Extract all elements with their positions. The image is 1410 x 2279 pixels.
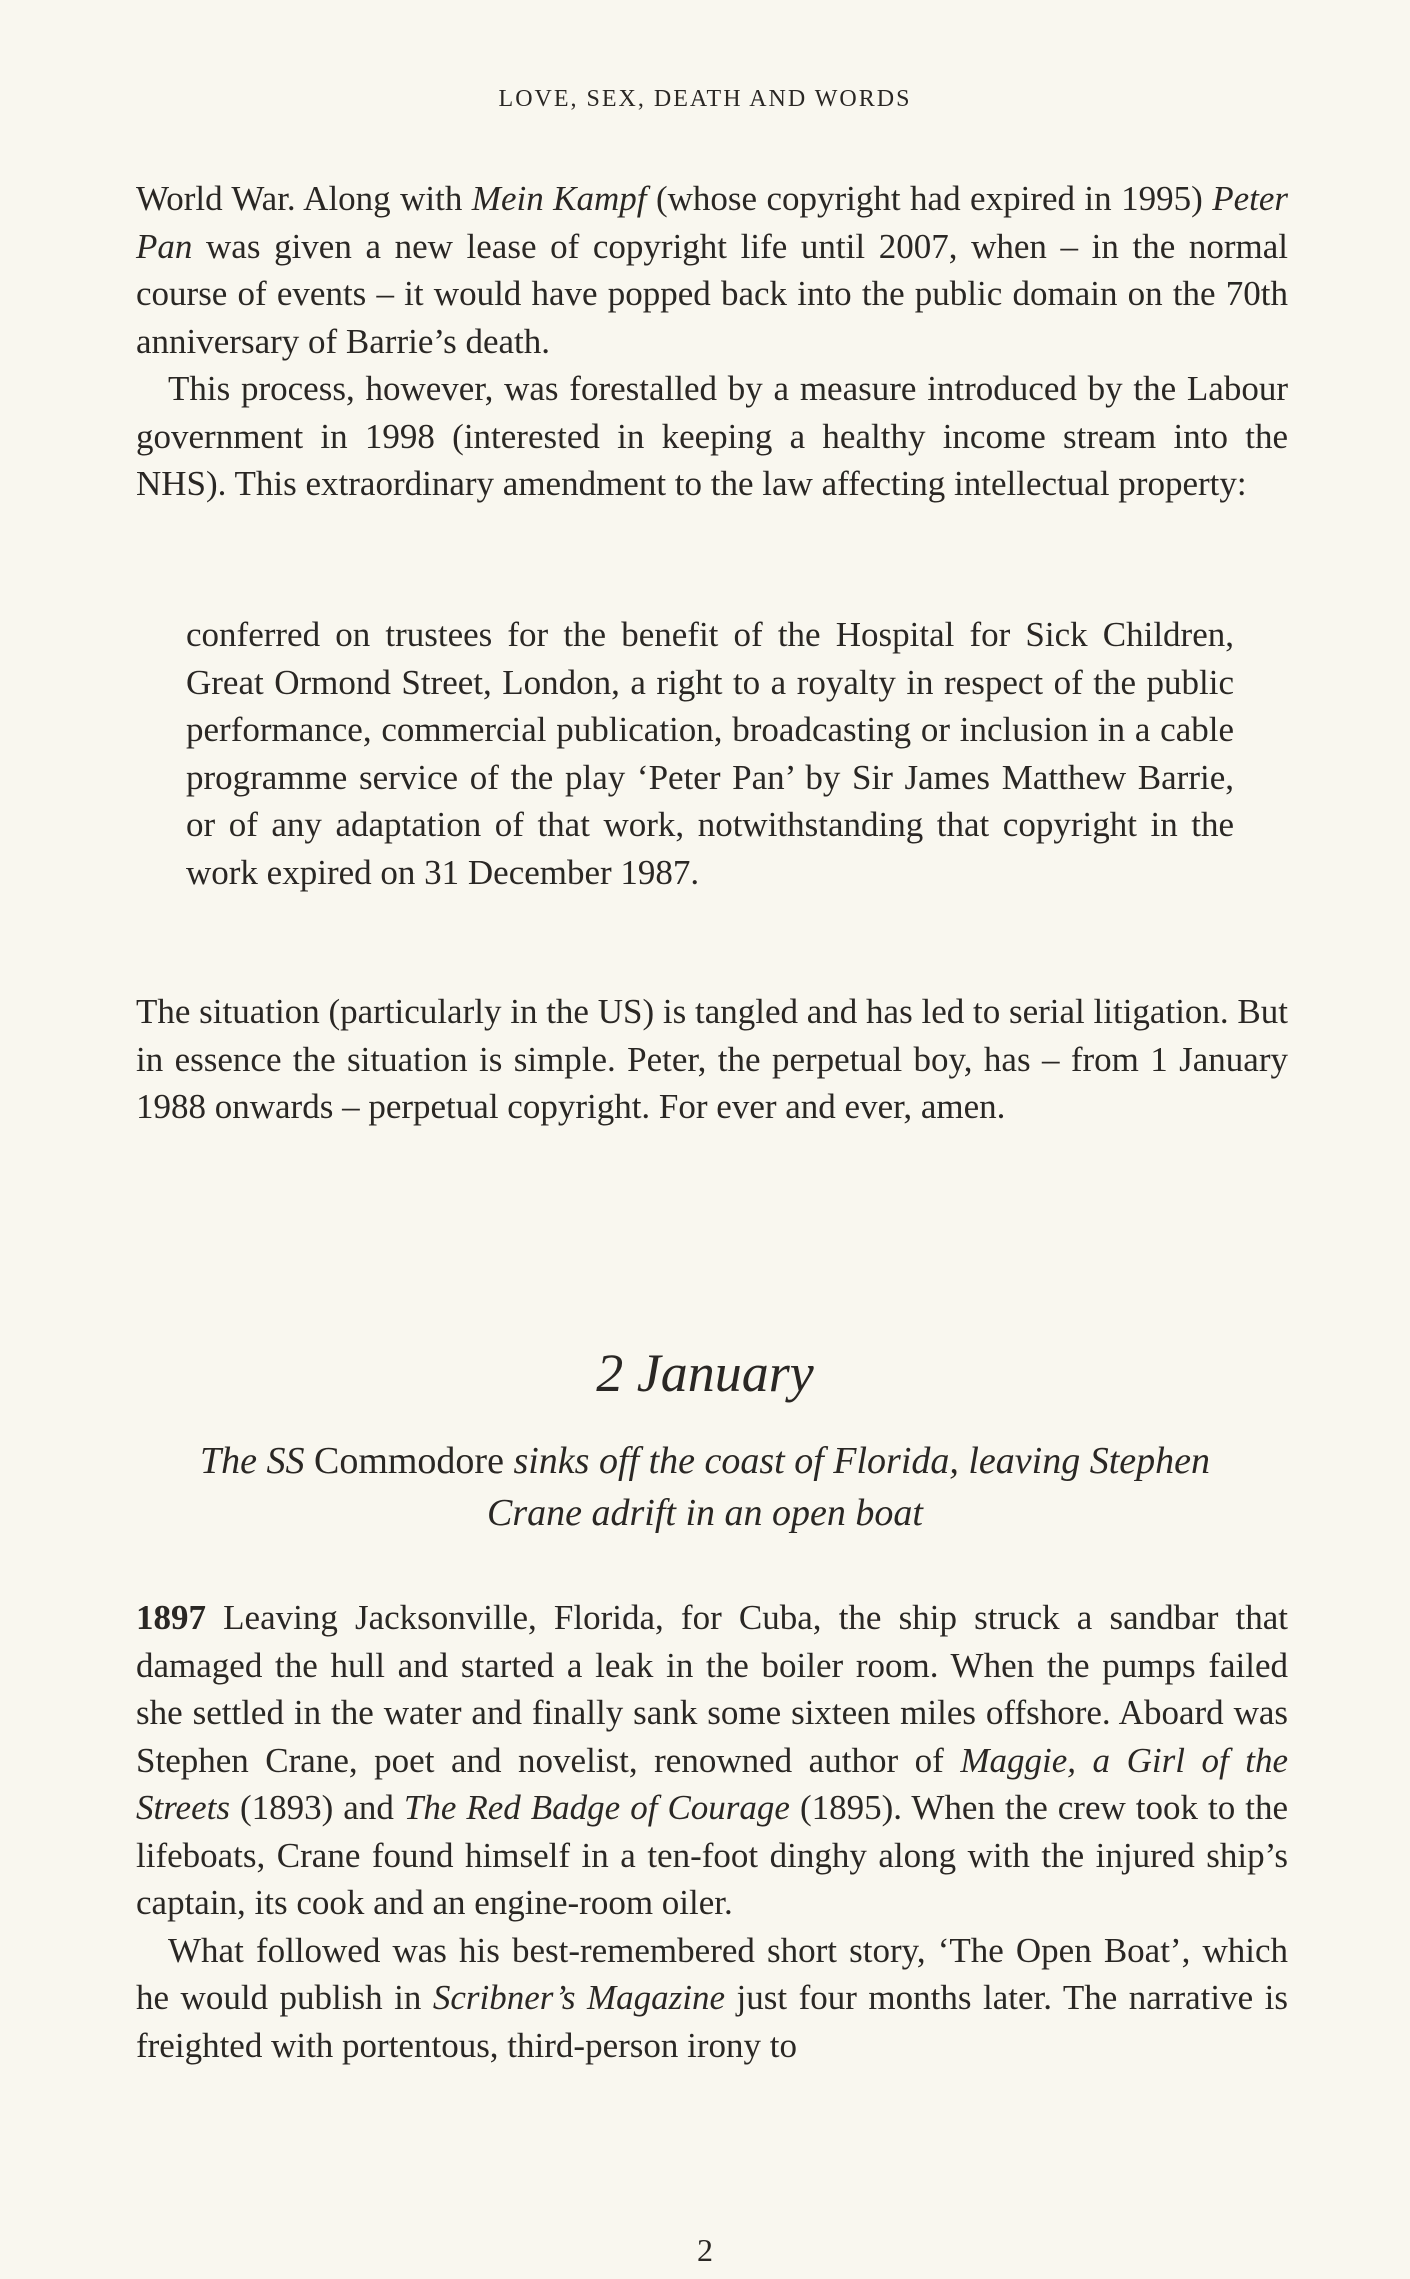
text-block-middle [136, 988, 1288, 1131]
book-title-red-badge: The Red Badge of Courage [403, 1788, 790, 1827]
book-title-peter-pan: Peter Pan [136, 179, 1288, 266]
text-block-top [136, 175, 1288, 508]
entry-year: 1897 [136, 1598, 206, 1637]
magazine-title: Scribner’s Magazine [432, 1978, 725, 2017]
paragraph-4: 1897 Leaving Jacksonville, Florida, for Cuba, the ship struck a sandbar that damaged the hull and started a leak in the boiler room. When the pumps failed she settled in the water and finally sank some sixteen miles offshore. Aboard was Stephen Crane, poet and novelist, renowned author of Maggie, a Girl of the Streets (1893) and The Red Badge of Courage (1895). When the crew took to the lifeboats, Crane found himself in a ten-foot dinghy along with the injured ship’s captain, its cook and an engine-room oiler. [136, 1598, 1288, 1922]
book-title-mein-kampf: Mein Kampf [471, 179, 647, 218]
book-title-maggie: Maggie, a Girl of the Streets [136, 1740, 1288, 1827]
text-block-bottom [136, 1594, 1288, 2069]
day-heading: 2 January [596, 1343, 814, 1403]
entry-subheading: The SS Commodore sinks off the coast of Florida, leaving Stephen Crane adrift in an open boat [199, 1440, 1211, 1534]
paragraph-3: The situation (particularly in the US) is tangled and has led to serial litigation. But in essence the situation is simple. Peter, the perpetual boy, has – from 1 January 1988 onwards – perpetual copyright. For ever and ever, amen. [136, 992, 1288, 1126]
paragraph-2: This process, however, was forestalled by a measure introduced by the Labour government in 1998 (interested in keeping a healthy income stream into the NHS). This extraordinary amendment to the law affecting intellectual property: [136, 369, 1288, 503]
running-head: LOVE, SEX, DEATH AND WORDS [498, 86, 912, 112]
block-quote: conferred on trustees for the benefit of the Hospital for Sick Children, Great Ormond Street, London, a right to a royalty in respect of the public performance, commercial publication, broadcasting or inclusion in a cable programme service of the play ‘Peter Pan’ by Sir James Matthew Barrie, or of any adaptation of that work, notwithstanding that copyright in the work expired on 31 December 1987. [186, 615, 1234, 892]
page-number: 2 [697, 2232, 713, 2268]
paragraph-1: World War. Along with Mein Kampf (whose copyright had expired in 1995) Peter Pan was given a new lease of copyright life until 2007, when – in the normal course of events – it would have popped back into the public domain on the 70th anniversary of Barrie’s death. [136, 179, 1288, 361]
paragraph-5: What followed was his best-remembered short story, ‘The Open Boat’, which he would publish in Scribner’s Magazine just four months later. The narrative is freighted with portentous, third-person irony to [136, 1930, 1288, 2065]
